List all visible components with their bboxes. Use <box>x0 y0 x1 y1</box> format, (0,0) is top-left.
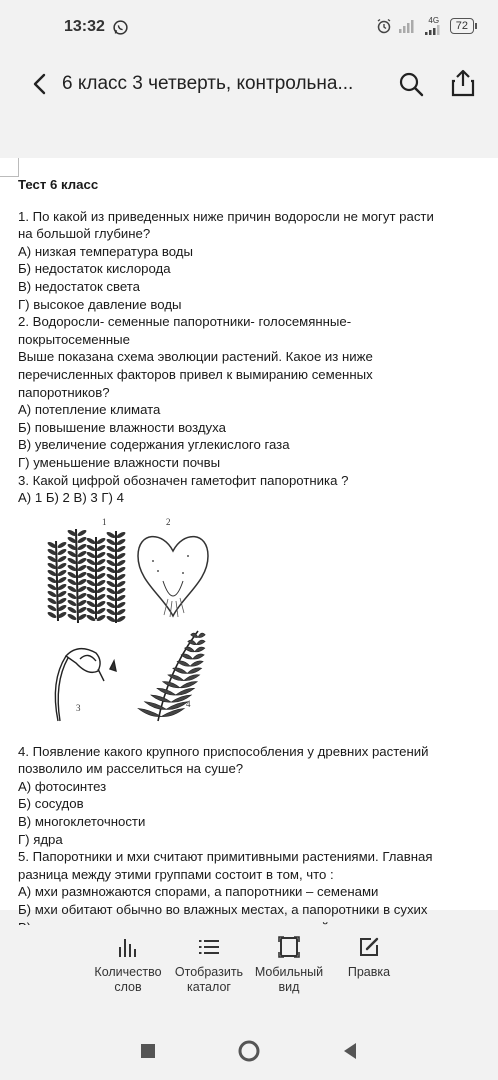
document-line: Б) недостаток кислорода <box>18 261 171 277</box>
mobile-view-button[interactable] <box>249 935 329 995</box>
status-time: 13:32 <box>64 18 105 35</box>
document-page[interactable] <box>0 158 498 918</box>
document-line: покрытосеменные <box>18 331 130 347</box>
show-catalog-label-1: Отобразить <box>174 965 244 979</box>
document-line: перечисленных факторов привел к вымиранию семенных <box>18 366 373 382</box>
document-line: 4. Появление какого крупного приспособления у древних растений <box>18 743 429 759</box>
question-block-2 <box>18 743 496 954</box>
figure-label-4: 4 <box>186 698 191 709</box>
document-line: В) многоклеточности <box>18 814 146 830</box>
plant-3-sprout <box>55 648 116 720</box>
document-line: В) недостаток света <box>18 278 140 294</box>
figure-label-1: 1 <box>102 516 107 527</box>
show-catalog-button[interactable] <box>169 935 249 995</box>
word-count-button[interactable] <box>88 935 168 995</box>
figure-label-3: 3 <box>76 702 81 713</box>
document-title: 6 класс 3 четверть, контрольна... <box>62 73 354 94</box>
recent-apps-icon[interactable] <box>136 1039 160 1063</box>
plant-2-gametophyte <box>138 536 208 616</box>
status-indicators <box>376 17 474 35</box>
page-corner-mark <box>0 158 19 177</box>
mobile-view-label-2: вид <box>278 980 300 994</box>
system-nav-bar <box>0 1021 498 1080</box>
plant-illustrations <box>18 511 496 729</box>
whatsapp-icon <box>112 19 129 36</box>
back-arrow-icon[interactable] <box>26 70 54 98</box>
document-line: 3. Какой цифрой обозначен гаметофит папоротника ? <box>18 472 349 488</box>
document-line: Г) высокое давление воды <box>18 296 182 312</box>
figure-label-2: 2 <box>166 516 171 527</box>
signal-strong-icon <box>424 25 444 35</box>
document-line: позволило им расселиться на суше? <box>18 761 244 777</box>
document-line: Выше показана схема эволюции растений. Какое из ниже <box>18 349 373 365</box>
edit-button[interactable] <box>329 935 409 980</box>
document-line: Б) повышение влажности воздуха <box>18 419 226 435</box>
word-count-label-1: Количество <box>94 965 162 979</box>
document-line: А) низкая температура воды <box>18 243 193 259</box>
document-line: А) фотосинтез <box>18 778 107 794</box>
document-line: Б) сосудов <box>18 796 84 812</box>
back-nav-icon[interactable] <box>338 1039 362 1063</box>
search-icon[interactable] <box>397 70 425 98</box>
word-count-label-2: слов <box>114 980 142 994</box>
question-block-1 <box>18 208 496 507</box>
network-type: 4G <box>428 16 440 25</box>
edit-icon <box>357 935 381 959</box>
home-icon[interactable] <box>237 1039 261 1063</box>
document-line: А) потепление климата <box>18 402 161 418</box>
bar-chart-icon <box>116 935 140 959</box>
bottom-toolbar <box>0 925 498 1021</box>
document-line: Г) ядра <box>18 831 63 847</box>
document-line: 1. По какой из приведенных ниже причин водоросли не могут расти <box>18 208 434 224</box>
document-line: 5. Папоротники и мхи считают примитивными растениями. Главная <box>18 849 433 865</box>
document-heading: Тест 6 класс <box>18 177 99 192</box>
document-line: 2. Водоросли- семенные папоротники- голосемянные- <box>18 314 352 330</box>
mobile-view-label-1: Мобильный <box>254 965 324 979</box>
share-icon[interactable] <box>449 68 477 98</box>
status-bar <box>0 0 498 56</box>
plant-figure <box>18 511 496 729</box>
document-line: на большой глубине? <box>18 226 151 242</box>
document-line: В) увеличение содержания углекислого газа <box>18 437 290 453</box>
document-line: А) мхи размножаются спорами, а папоротники – семенами <box>18 884 379 900</box>
show-catalog-label-2: каталог <box>187 980 231 994</box>
document-content <box>18 176 496 954</box>
signal-weak-icon <box>398 19 418 33</box>
battery-indicator: 72 <box>450 18 474 34</box>
document-line: разница между этими группами состоит в том, что : <box>18 866 334 882</box>
app-bar <box>0 56 498 112</box>
document-line: А) 1 Б) 2 В) 3 Г) 4 <box>18 490 124 506</box>
edit-label: Правка <box>347 965 391 979</box>
document-line: папоротников? <box>18 384 110 400</box>
fern-pinnae <box>138 633 205 717</box>
moss-leaves <box>47 528 127 622</box>
document-line: Г) уменьшение влажности почвы <box>18 454 221 470</box>
list-icon <box>197 935 221 959</box>
document-line: Б) мхи обитают обычно во влажных местах, а папоротники в сухих <box>18 902 428 918</box>
mobile-view-icon <box>277 935 301 959</box>
alarm-icon <box>376 18 392 34</box>
